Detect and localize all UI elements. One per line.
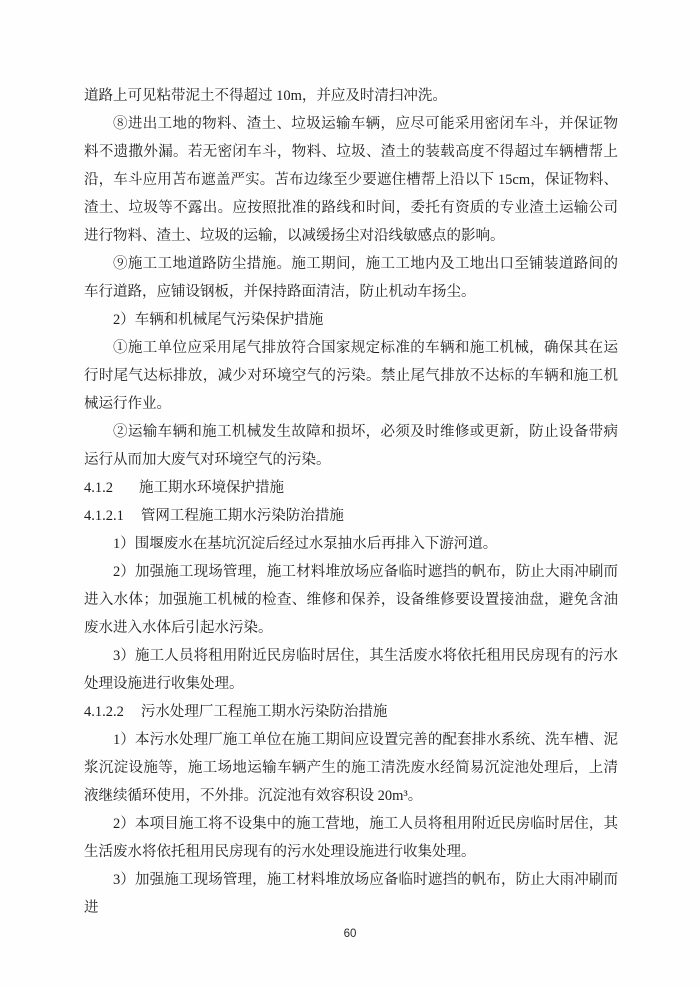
paragraph-wwtp-drainage-system: 1）本污水处理厂施工单位在施工期间应设置完善的配套排水系统、洗车槽、泥浆沉淀设施等，施工场地运输车辆产生的施工清洗废水经简易沉淀池处理后，上清液继续循环使用，不外排。沉淀池有效容积设 20m³。 [84, 732, 618, 804]
paragraph-item-8-transport-vehicles: ⑧进出工地的物料、渣土、垃圾运输车辆，应尽可能采用密闭车斗，并保证物料不遗撒外漏。若无密闭车斗，物料、垃圾、渣土的装载高度不得超过车辆槽帮上沿，车斗应用苫布遮盖严实。苫布边缘至少要遮住槽帮上沿以下 15cm，保证物料、渣土、垃圾等不露出。应按照批准的路线和时间，委托有资质的专业渣土运输公司进行物料、渣土、垃圾的运输，以减缓扬尘对沿线敏感点的影响。 [84, 116, 618, 244]
paragraph-road-cleaning: 道路上可见粘带泥土不得超过 10m，并应及时清扫冲洗。 [84, 88, 447, 104]
paragraph-item-1-exhaust-standards: ①施工单位应采用尾气排放符合国家规定标准的车辆和施工机械，确保其在运行时尾气达标排放，减少对环境空气的污染。禁止尾气排放不达标的车辆和施工机械运行作业。 [84, 340, 618, 412]
section-title: 污水处理厂工程施工期水污染防治措施 [140, 704, 388, 720]
paragraph-no-camp-housing: 2）本项目施工将不设集中的施工营地，施工人员将租用附近民房临时居住，其生活废水将依托租用民房现有的污水处理设施进行收集处理。 [84, 816, 618, 860]
section-heading-4-1-2-1 [84, 502, 618, 530]
paragraph-subheading-exhaust: 2）车辆和机械尾气污染保护措施 [113, 312, 324, 328]
paragraph-item-2-equipment-repair: ②运输车辆和施工机械发生故障和损坏，必须及时维修或更新，防止设备带病运行从而加大废气对环境空气的污染。 [84, 424, 618, 468]
section-heading-4-1-2 [84, 474, 618, 502]
paragraph-site-management-tarpaulin: 2）加强施工现场管理，施工材料堆放场应备临时遮挡的帆布，防止大雨冲刷而进入水体；加强施工机械的检查、维修和保养，设备维修要设置接油盘，避免含油废水进入水体后引起水污染。 [84, 564, 618, 636]
document-text-block [84, 82, 618, 922]
section-heading-4-1-2-2 [84, 698, 618, 726]
paragraph-worker-housing-sewage: 3）施工人员将租用附近民房临时居住，其生活废水将依托租用民房现有的污水处理设施进行收集处理。 [84, 648, 618, 692]
section-number: 4.1.2.2 [84, 704, 124, 720]
page-number: 60 [343, 928, 357, 940]
paragraph-site-management-repeat: 3）加强施工现场管理，施工材料堆放场应备临时遮挡的帆布，防止大雨冲刷而进 [84, 872, 618, 916]
paragraph-item-9-road-dust: ⑨施工工地道路防尘措施。施工期间，施工工地内及工地出口至铺装道路间的车行道路，应铺设钢板，并保持路面清洁，防止机动车扬尘。 [84, 256, 618, 300]
section-number: 4.1.2.1 [84, 508, 124, 524]
section-title: 施工期水环境保护措施 [139, 480, 284, 496]
section-title: 管网工程施工期水污染防治措施 [140, 508, 344, 524]
paragraph-cofferdam-wastewater: 1）围堰废水在基坑沉淀后经过水泵抽水后再排入下游河道。 [113, 536, 498, 552]
section-number: 4.1.2 [84, 480, 113, 496]
